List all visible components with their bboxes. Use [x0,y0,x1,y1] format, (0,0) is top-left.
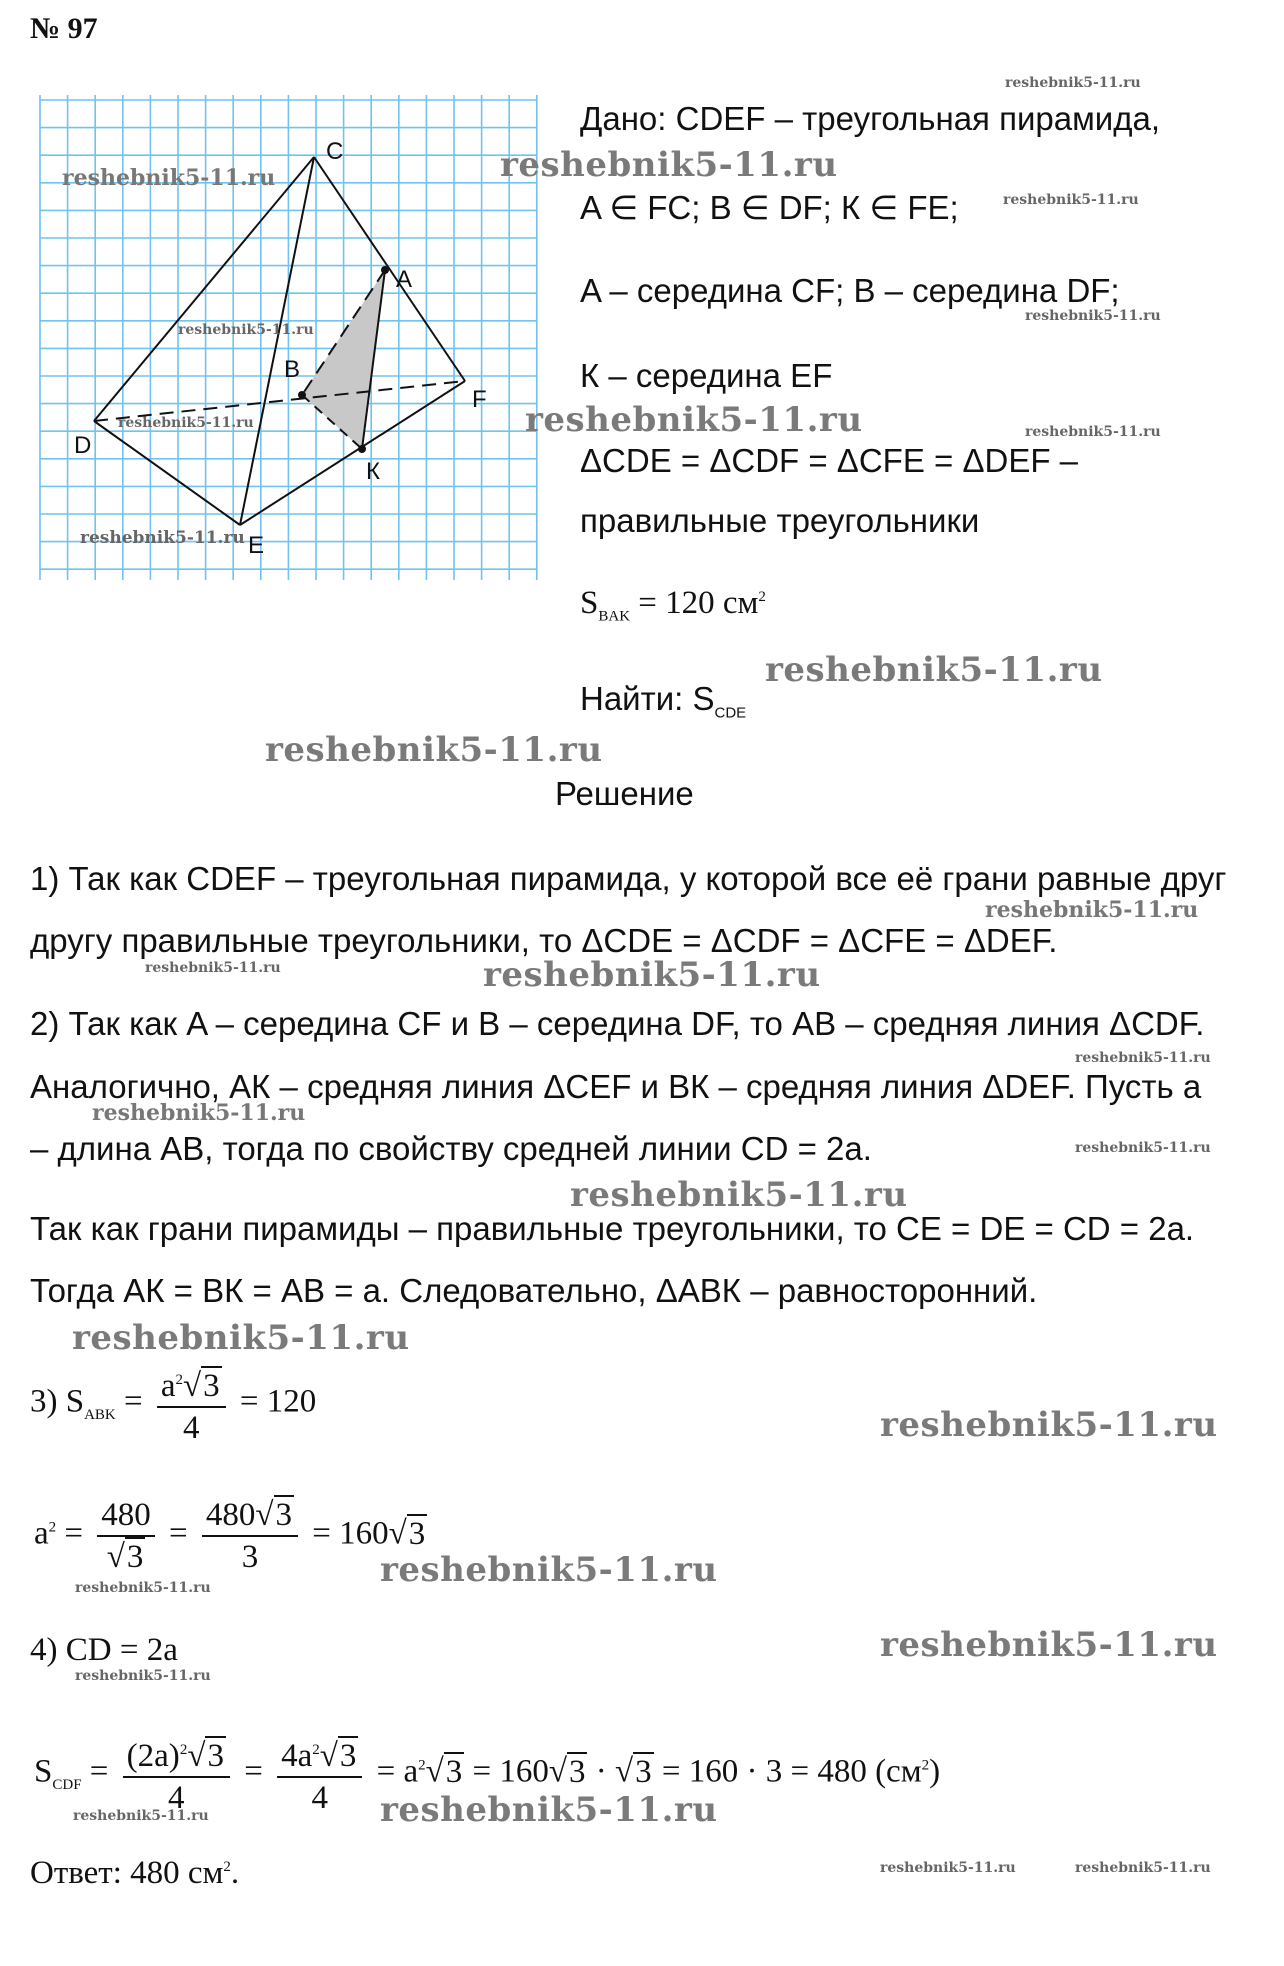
label-c: C [326,138,344,165]
area-symbol: S [580,585,599,621]
given-line-6: правильные треугольники [580,502,980,539]
watermark: reshebnik5-11.ru [178,322,314,338]
given-line-4: К – середина EF [580,357,833,394]
watermark: reshebnik5-11.ru [1025,308,1161,324]
watermark: reshebnik5-11.ru [145,960,281,976]
watermark: reshebnik5-11.ru [483,955,821,995]
watermark: reshebnik5-11.ru [765,650,1103,690]
watermark: reshebnik5-11.ru [880,1405,1218,1445]
a2-fraction-2: $\frac{480√3}{3}$ [202,1495,298,1577]
step1-line2: другу правильные треугольники, то ΔCDE = ΔCDF = ΔCFE = ΔDEF. [30,922,1058,959]
label-a: A [396,266,413,293]
label-d: D [74,432,92,459]
watermark: reshebnik5-11.ru [1025,424,1161,440]
watermark: reshebnik5-11.ru [570,1175,908,1215]
watermark: reshebnik5-11.ru [62,165,276,191]
step4-fraction-2: $\frac{4a^2√3}{4}$ [277,1730,362,1818]
watermark: reshebnik5-11.ru [525,400,863,440]
solution-title: Решение [555,775,694,812]
step3-fraction: $\frac{a^2√3}{4}$ [157,1360,226,1448]
given-line-3: A – середина CF; B – середина DF; [580,272,1120,309]
given-line-2: A ∈ FC; B ∈ DF; К ∈ FE; [580,189,959,226]
point-b [298,391,306,399]
problem-number: № 97 [30,12,98,45]
step2-line4: Так как грани пирамиды – правильные треугольники, то CE = DE = CD = 2a. [30,1210,1195,1247]
given-line-1: Дано: CDEF – треугольная пирамида, [580,100,1160,137]
watermark: reshebnik5-11.ru [72,1318,410,1358]
point-k [358,445,366,453]
watermark: reshebnik5-11.ru [380,1550,718,1590]
watermark: reshebnik5-11.ru [1075,1140,1211,1156]
watermark: reshebnik5-11.ru [265,730,603,770]
edge-de [94,421,240,525]
area-subscript: BAK [598,608,631,625]
step4-fraction-1: $\frac{(2a)^2√3}{4}$ [123,1730,230,1818]
given-line-5: ΔCDE = ΔCDF = ΔCFE = ΔDEF – [580,442,1079,479]
watermark: reshebnik5-11.ru [75,1668,211,1684]
watermark: reshebnik5-11.ru [985,897,1199,923]
watermark: reshebnik5-11.ru [80,528,245,548]
step2-line5: Тогда AК = BК = AB = а. Следовательно, ΔABК – равносторонний. [30,1272,1038,1309]
point-a [381,266,389,274]
step4-formula: $S_{CDF}$ = $\frac{(2a)^2√3}{4}$ = $\frac{4a^2√3}{4}$ = $a^2√3 = 160√3 \cdot √3 = 160 \cdot 3 = 480$ $(см^2)$ [34,1730,940,1818]
area-unit-sup: 2 [758,589,766,605]
watermark: reshebnik5-11.ru [1075,1860,1211,1876]
edge-cd [94,157,314,421]
step4-line1: 4) CD = 2a [30,1632,178,1668]
label-k: К [366,458,380,485]
step3-subscript: ABK [84,1407,116,1424]
step3-result: = 120 [239,1383,317,1420]
label-e: E [248,532,265,559]
find-subscript: CDE [714,704,747,722]
watermark: reshebnik5-11.ru [73,1808,209,1824]
watermark: reshebnik5-11.ru [1075,1050,1211,1066]
find-prefix: Найти: S [580,680,715,717]
label-b: B [284,356,301,383]
find-line [580,680,746,722]
step2-line1: 2) Так как A – середина CF и B – середина DF, то AB – средняя линия ΔCDF. [30,1005,1205,1042]
watermark: reshebnik5-11.ru [1005,75,1141,91]
given-area [580,585,766,626]
watermark: reshebnik5-11.ru [880,1625,1218,1665]
step2-line3: – длина AB, тогда по свойству средней линии CD = 2a. [30,1130,872,1167]
area-value: = 120 см [630,585,759,621]
step2-line2: Аналогично, AК – средняя линия ΔCEF и BК – средняя линия ΔDEF. Пусть а [30,1068,1202,1105]
watermark: reshebnik5-11.ru [880,1860,1016,1876]
a2-fraction-1: $\frac{480}{√3}$ [97,1495,155,1577]
watermark: reshebnik5-11.ru [118,415,254,431]
watermark: reshebnik5-11.ru [380,1790,718,1830]
edge-ce [240,157,314,525]
step1-line1: 1) Так как CDEF – треугольная пирамида, у которой все её грани равные друг [30,860,1227,897]
a-squared-formula: $a^2$ = $\frac{480}{√3}$ = $\frac{480√3}{3}$ = 160√3 [34,1497,426,1575]
watermark: reshebnik5-11.ru [500,145,838,185]
step3-prefix: 3) S [30,1383,85,1420]
step3-formula: 3) $S_{ABK}$ = $\frac{a^2√3}{4}$ = 120 [30,1360,316,1448]
watermark: reshebnik5-11.ru [92,1100,306,1126]
watermark: reshebnik5-11.ru [75,1580,211,1596]
label-f: F [472,386,487,413]
answer: Ответ: 480 $см^2$. [30,1855,240,1891]
watermark: reshebnik5-11.ru [1003,192,1139,208]
